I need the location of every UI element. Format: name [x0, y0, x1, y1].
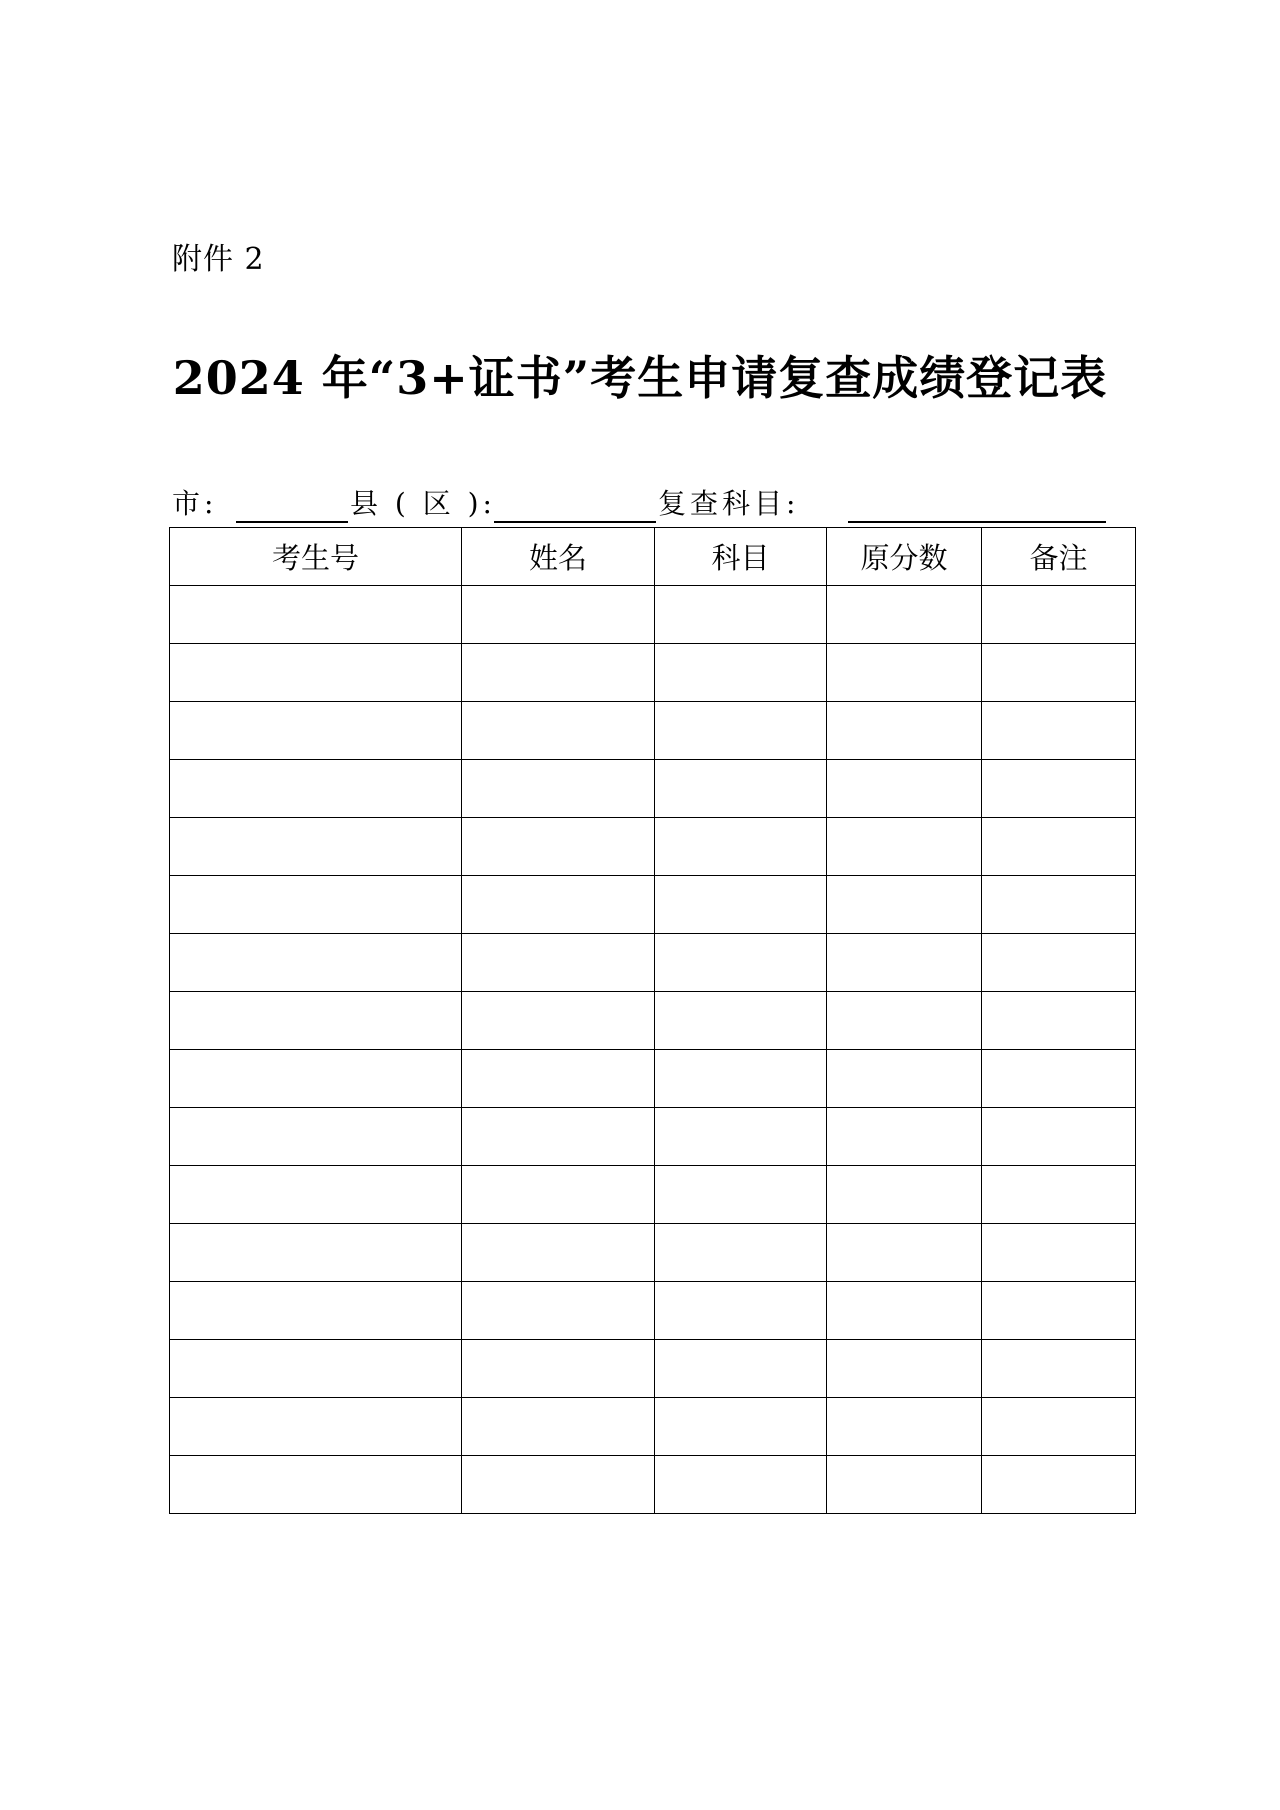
table-cell[interactable] — [655, 1108, 827, 1166]
table-cell[interactable] — [982, 934, 1136, 992]
table-cell[interactable] — [827, 818, 982, 876]
column-header-remarks: 备注 — [982, 528, 1136, 586]
table-cell[interactable] — [982, 1224, 1136, 1282]
column-header-original-score: 原分数 — [827, 528, 982, 586]
table-cell[interactable] — [170, 1282, 462, 1340]
table-cell[interactable] — [170, 1108, 462, 1166]
table-cell[interactable] — [462, 586, 655, 644]
table-row — [170, 702, 1136, 760]
attachment-label: 附件 2 — [172, 242, 265, 277]
table-row — [170, 1166, 1136, 1224]
table-cell[interactable] — [462, 1282, 655, 1340]
table-row — [170, 992, 1136, 1050]
table-row — [170, 1108, 1136, 1166]
table-cell[interactable] — [982, 644, 1136, 702]
page-title: 2024 年“3+证书”考生申请复查成绩登记表 — [172, 351, 1108, 405]
table-cell[interactable] — [655, 1282, 827, 1340]
table-cell[interactable] — [982, 876, 1136, 934]
table-cell[interactable] — [982, 586, 1136, 644]
table-row — [170, 934, 1136, 992]
table-cell[interactable] — [170, 586, 462, 644]
table-cell[interactable] — [827, 760, 982, 818]
table-cell[interactable] — [655, 818, 827, 876]
table-cell[interactable] — [827, 644, 982, 702]
table-body — [170, 586, 1136, 1514]
table-cell[interactable] — [655, 1050, 827, 1108]
table-row — [170, 644, 1136, 702]
table-cell[interactable] — [462, 934, 655, 992]
table-cell[interactable] — [462, 992, 655, 1050]
table-cell[interactable] — [655, 992, 827, 1050]
city-field[interactable] — [236, 521, 348, 523]
table-cell[interactable] — [982, 818, 1136, 876]
table-row — [170, 586, 1136, 644]
table-cell[interactable] — [462, 1224, 655, 1282]
header-fields — [172, 484, 1112, 524]
table-row — [170, 876, 1136, 934]
table-cell[interactable] — [982, 992, 1136, 1050]
table-cell[interactable] — [462, 644, 655, 702]
table-cell[interactable] — [982, 1456, 1136, 1514]
table-cell[interactable] — [655, 1398, 827, 1456]
table-cell[interactable] — [462, 1340, 655, 1398]
registration-table — [169, 527, 1136, 1514]
table-cell[interactable] — [982, 760, 1136, 818]
table-cell[interactable] — [827, 1282, 982, 1340]
table-cell[interactable] — [462, 1456, 655, 1514]
table-row — [170, 818, 1136, 876]
table-cell[interactable] — [170, 1166, 462, 1224]
column-header-name: 姓名 — [462, 528, 655, 586]
table-cell[interactable] — [462, 876, 655, 934]
table-cell[interactable] — [982, 1398, 1136, 1456]
table-cell[interactable] — [827, 1398, 982, 1456]
table-cell[interactable] — [655, 644, 827, 702]
table-cell[interactable] — [827, 1456, 982, 1514]
table-cell[interactable] — [170, 934, 462, 992]
table-cell[interactable] — [170, 1050, 462, 1108]
table-cell[interactable] — [982, 1166, 1136, 1224]
table-cell[interactable] — [827, 1166, 982, 1224]
table-cell[interactable] — [655, 934, 827, 992]
table-cell[interactable] — [170, 1224, 462, 1282]
table-cell[interactable] — [982, 1108, 1136, 1166]
table-cell[interactable] — [462, 818, 655, 876]
subject-field[interactable] — [848, 521, 1106, 523]
table-cell[interactable] — [170, 818, 462, 876]
table-cell[interactable] — [170, 992, 462, 1050]
table-cell[interactable] — [655, 1224, 827, 1282]
column-header-exam-number: 考生号 — [170, 528, 462, 586]
table-cell[interactable] — [462, 1108, 655, 1166]
table-cell[interactable] — [170, 1398, 462, 1456]
table-cell[interactable] — [462, 1398, 655, 1456]
table-cell[interactable] — [462, 760, 655, 818]
table-cell[interactable] — [827, 702, 982, 760]
table-cell[interactable] — [982, 702, 1136, 760]
table-row — [170, 760, 1136, 818]
table-cell[interactable] — [170, 876, 462, 934]
table-cell[interactable] — [982, 1050, 1136, 1108]
table-cell[interactable] — [170, 702, 462, 760]
table-cell[interactable] — [655, 586, 827, 644]
city-label: 市: — [172, 487, 218, 520]
table-row — [170, 1224, 1136, 1282]
table-row — [170, 1398, 1136, 1456]
table-cell[interactable] — [462, 1050, 655, 1108]
table-cell[interactable] — [655, 1166, 827, 1224]
table-cell[interactable] — [170, 1456, 462, 1514]
table-cell[interactable] — [827, 934, 982, 992]
table-cell[interactable] — [655, 1340, 827, 1398]
table-cell[interactable] — [655, 760, 827, 818]
table-cell[interactable] — [827, 876, 982, 934]
county-label: 县 ( 区 ): — [350, 487, 496, 520]
table-cell[interactable] — [462, 1166, 655, 1224]
table-cell[interactable] — [827, 1108, 982, 1166]
table-cell[interactable] — [827, 1340, 982, 1398]
table-cell[interactable] — [462, 702, 655, 760]
table-row — [170, 1282, 1136, 1340]
table-cell[interactable] — [170, 644, 462, 702]
table-cell[interactable] — [170, 760, 462, 818]
table-cell[interactable] — [827, 586, 982, 644]
county-field[interactable] — [494, 521, 656, 523]
table-cell[interactable] — [827, 1224, 982, 1282]
table-cell[interactable] — [655, 702, 827, 760]
table-row — [170, 1050, 1136, 1108]
table-row — [170, 1340, 1136, 1398]
table-cell[interactable] — [982, 1340, 1136, 1398]
subject-label: 复查科目: — [658, 487, 800, 520]
table-cell[interactable] — [827, 1050, 982, 1108]
table-row — [170, 1456, 1136, 1514]
table-cell[interactable] — [170, 1340, 462, 1398]
table-header-row — [170, 528, 1136, 586]
column-header-subject: 科目 — [655, 528, 827, 586]
table-cell[interactable] — [982, 1282, 1136, 1340]
table-cell[interactable] — [655, 1456, 827, 1514]
table-cell[interactable] — [827, 992, 982, 1050]
table-cell[interactable] — [655, 876, 827, 934]
